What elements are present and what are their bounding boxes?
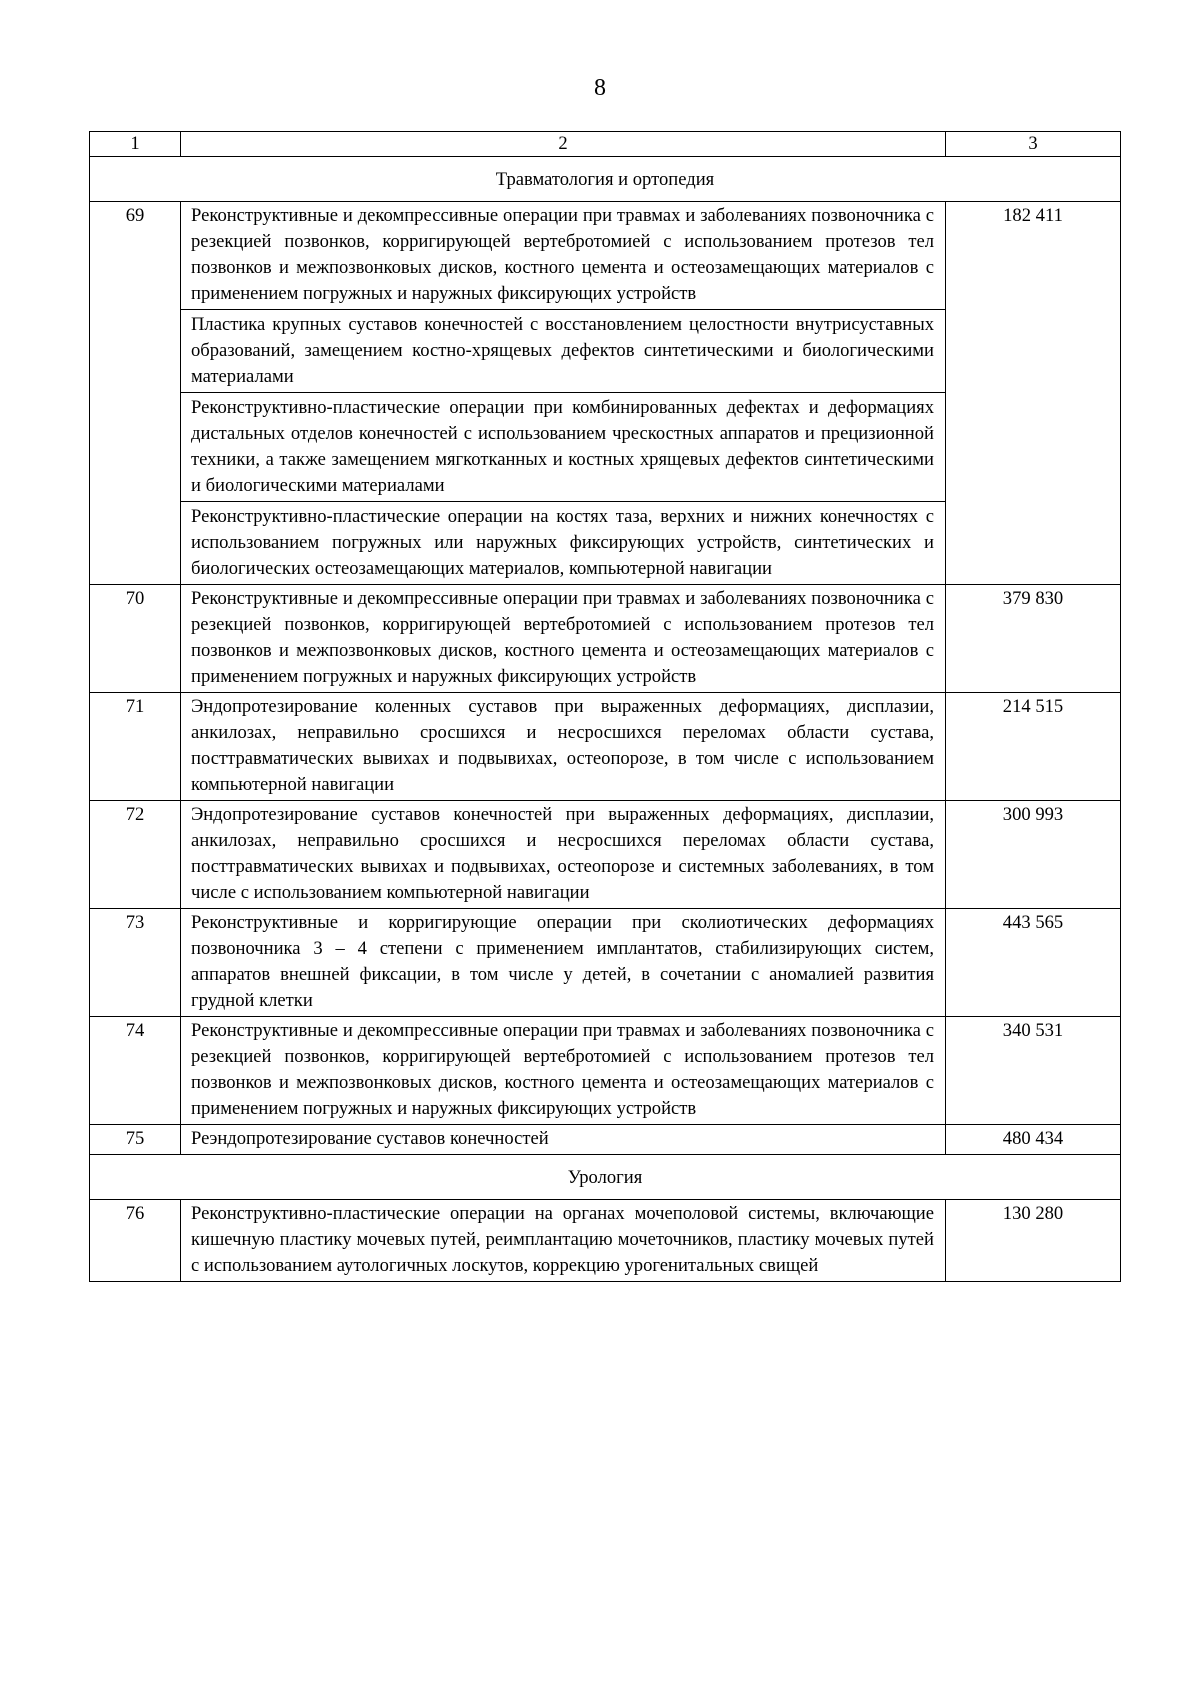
procedure-descriptions xyxy=(181,801,946,909)
table-row xyxy=(90,1017,1121,1125)
table-row xyxy=(90,585,1121,693)
row-number: 71 xyxy=(90,693,181,801)
table-row xyxy=(90,909,1121,1017)
table-header-row xyxy=(90,132,1121,157)
row-number: 76 xyxy=(90,1200,181,1282)
procedure-description: Пластика крупных суставов конечностей с восстановлением целостности внутрисуставных образований, замещением костно-хрящевых дефектов синтетическими и биологическими материалами xyxy=(181,309,945,392)
column-header-3: 3 xyxy=(946,132,1121,157)
procedure-description: Реконструктивные и корригирующие операции при сколиотических деформациях позвоночника 3 – 4 степени с применением имплантатов, стабилизирующих систем, аппаратов внешней фиксации, в том числе у детей, в сочетании с аномалией развития грудной клетки xyxy=(191,912,934,1011)
cost-value: 182 411 xyxy=(946,202,1121,585)
table-row xyxy=(90,693,1121,801)
cost-value: 130 280 xyxy=(946,1200,1121,1282)
row-number: 74 xyxy=(90,1017,181,1125)
table-row xyxy=(90,1200,1121,1282)
row-number: 73 xyxy=(90,909,181,1017)
section-row xyxy=(90,157,1121,202)
table-row xyxy=(90,1125,1121,1155)
column-header-2: 2 xyxy=(181,132,946,157)
procedures-table-body xyxy=(90,132,1121,1282)
row-number: 70 xyxy=(90,585,181,693)
procedure-descriptions xyxy=(181,693,946,801)
row-number: 72 xyxy=(90,801,181,909)
procedure-descriptions xyxy=(181,585,946,693)
cost-value: 443 565 xyxy=(946,909,1121,1017)
cost-value: 379 830 xyxy=(946,585,1121,693)
section-title: Урология xyxy=(90,1155,1121,1200)
procedure-description: Эндопротезирование суставов конечностей при выраженных деформациях, дисплазии, анкилозах, неправильно сросшихся и несросшихся переломах области сустава, посттравматических вывихах и подвывихах, остеопорозе и системных заболеваниях, в том числе с использованием компьютерной навигации xyxy=(191,804,934,903)
table-row xyxy=(90,801,1121,909)
procedure-descriptions xyxy=(181,1125,946,1155)
section-title: Травматология и ортопедия xyxy=(90,157,1121,202)
section-row xyxy=(90,1155,1121,1200)
procedure-description: Реконструктивно-пластические операции на костях таза, верхних и нижних конечностях с использованием погружных или наружных фиксирующих устройств, синтетических и биологических остеозамещающих материалов, компьютерной навигации xyxy=(181,501,945,584)
cost-value: 340 531 xyxy=(946,1017,1121,1125)
table-row xyxy=(90,202,1121,585)
procedure-description: Реконструктивно-пластические операции на органах мочеполовой системы, включающие кишечную пластику мочевых путей, реимплантацию мочеточников, пластику мочевых путей с использованием аутологичных лоскутов, коррекцию урогенитальных свищей xyxy=(191,1203,934,1276)
procedure-description: Реконструктивные и декомпрессивные операции при травмах и заболеваниях позвоночника с резекцией позвонков, корригирующей вертебротомией с использованием протезов тел позвонков и межпозвонковых дисков, костного цемента и остеозамещающих материалов с применением погружных и наружных фиксирующих устройств xyxy=(191,205,934,304)
procedure-description: Реконструктивно-пластические операции при комбинированных дефектах и деформациях дистальных отделов конечностей с использованием чрескостных аппаратов и прецизионной техники, а также замещением мягкотканных и костных хрящевых дефектов синтетическими и биологическими материалами xyxy=(181,392,945,501)
page-number: 8 xyxy=(594,75,606,101)
procedure-description: Реэндопротезирование суставов конечностей xyxy=(191,1128,549,1149)
procedure-description: Эндопротезирование коленных суставов при выраженных деформациях, дисплазии, анкилозах, неправильно сросшихся и несросшихся переломах области сустава, посттравматических вывихах и подвывихах, остеопорозе, в том числе с использованием компьютерной навигации xyxy=(191,696,934,795)
row-number: 75 xyxy=(90,1125,181,1155)
cost-value: 300 993 xyxy=(946,801,1121,909)
procedure-descriptions xyxy=(181,1200,946,1282)
row-number: 69 xyxy=(90,202,181,585)
procedure-descriptions xyxy=(181,202,946,585)
cost-value: 480 434 xyxy=(946,1125,1121,1155)
column-header-1: 1 xyxy=(90,132,181,157)
procedure-description: Реконструктивные и декомпрессивные операции при травмах и заболеваниях позвоночника с резекцией позвонков, корригирующей вертебротомией с использованием протезов тел позвонков и межпозвонковых дисков, костного цемента и остеозамещающих материалов с применением погружных и наружных фиксирующих устройств xyxy=(191,1020,934,1119)
cost-value: 214 515 xyxy=(946,693,1121,801)
procedures-table xyxy=(89,131,1121,1282)
procedure-descriptions xyxy=(181,909,946,1017)
procedure-description: Реконструктивные и декомпрессивные операции при травмах и заболеваниях позвоночника с резекцией позвонков, корригирующей вертебротомией с использованием протезов тел позвонков и межпозвонковых дисков, костного цемента и остеозамещающих материалов с применением погружных и наружных фиксирующих устройств xyxy=(191,588,934,687)
procedure-descriptions xyxy=(181,1017,946,1125)
